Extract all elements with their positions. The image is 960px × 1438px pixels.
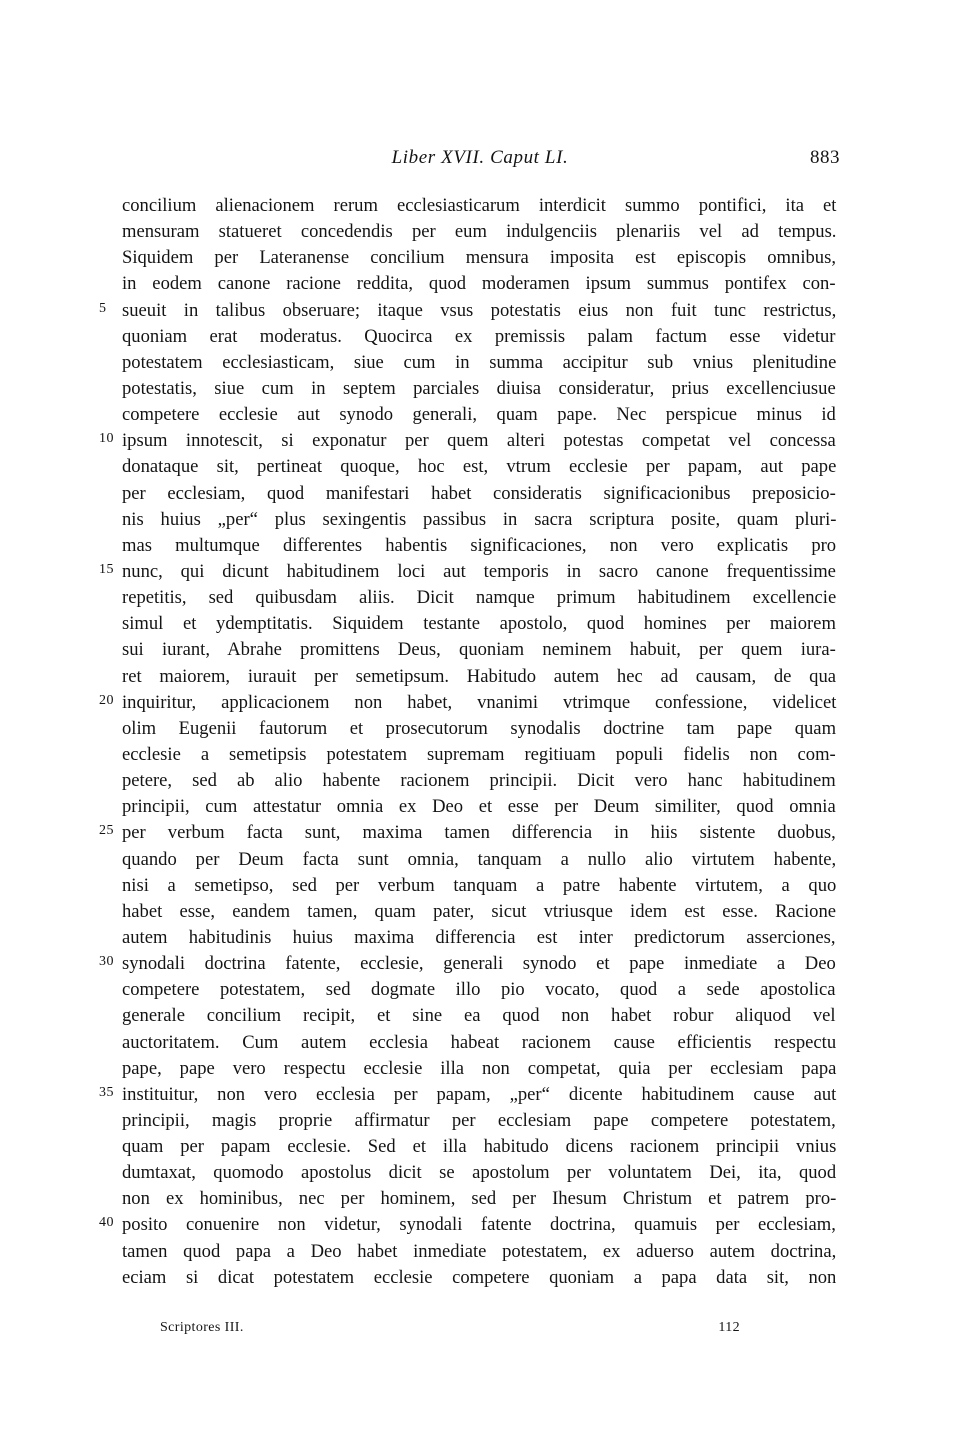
text-line — [0, 1160, 960, 1186]
line-text: instituitur, non vero ecclesia per papam, „per“ dicente habitudinem cause aut — [122, 1083, 837, 1105]
page-footer — [160, 1320, 740, 1340]
line-number: 15 — [99, 561, 114, 577]
line-text: non ex hominibus, nec per hominem, sed per Ihesum Christum et patrem pro- — [122, 1188, 837, 1210]
line-text: potestatem ecclesiasticam, siue cum in summa accipitur sub vnius plenitudine — [122, 351, 837, 373]
text-line — [0, 271, 960, 297]
line-text: competere potestatem, sed dogmate illo pio vocato, quod a sede apostolica — [122, 979, 836, 1001]
line-number: 35 — [99, 1084, 114, 1100]
text-line — [0, 1082, 960, 1108]
line-text: mensuram statueret concedendis per eum indulgenciis plenariis vel ad tempus. — [122, 221, 837, 243]
line-text: synodali doctrina fatente, ecclesie, generali synodo et pape inmediate a Deo — [122, 953, 836, 975]
line-text: competere ecclesie aut synodo generali, quam pape. Nec perspicue minus id — [122, 404, 836, 426]
text-line — [0, 794, 960, 820]
text-line — [0, 664, 960, 690]
text-line — [0, 637, 960, 663]
text-line — [0, 716, 960, 742]
line-text: per verbum facta sunt, maxima tamen differencia in hiis sistente duobus, — [122, 822, 836, 844]
text-line — [0, 324, 960, 350]
line-text: eciam si dicat potestatem ecclesie competere quoniam a papa data sit, non — [122, 1266, 837, 1288]
text-line — [0, 899, 960, 925]
line-text: sueuit in talibus obseruare; itaque vsus potestatis eius non fuit tunc restrictus, — [122, 299, 837, 321]
text-line — [0, 951, 960, 977]
line-text: nunc, qui dicunt habitudinem loci aut temporis in sacro canone frequentissime — [122, 560, 836, 582]
text-line — [0, 690, 960, 716]
text-line — [0, 533, 960, 559]
line-number: 5 — [99, 300, 107, 316]
line-number: 20 — [99, 692, 114, 708]
line-text: nis huius „per“ plus sexingentis passibus in sacra scriptura posite, quam pluri- — [122, 508, 837, 530]
text-line — [0, 820, 960, 846]
text-line — [0, 559, 960, 585]
line-text: auctoritatem. Cum autem ecclesia habeat racionem cause efficientis respectu — [122, 1031, 837, 1053]
line-text: quando per Deum facta sunt omnia, tanquam a nullo alio virtutem habente, — [122, 848, 837, 870]
text-line — [0, 611, 960, 637]
text-line — [0, 219, 960, 245]
text-line — [0, 768, 960, 794]
line-number: 10 — [99, 431, 114, 447]
text-line — [0, 742, 960, 768]
line-text: Siquidem per Lateranense concilium mensura imposita est episcopis omnibus, — [122, 247, 836, 269]
line-number: 40 — [99, 1215, 114, 1231]
line-text: posito conuenire non videtur, synodali fatente doctrina, quamuis per ecclesiam, — [122, 1214, 836, 1236]
text-line — [0, 1134, 960, 1160]
body-text — [0, 193, 960, 1291]
text-line — [0, 1056, 960, 1082]
running-header — [120, 147, 840, 173]
text-line — [0, 1108, 960, 1134]
text-line — [0, 873, 960, 899]
text-line — [0, 1239, 960, 1265]
text-line — [0, 585, 960, 611]
text-line — [0, 1030, 960, 1056]
line-text: sui iurant, Abrahe promittens Deus, quoniam neminem habuit, per quem iura- — [122, 639, 836, 661]
line-text: in eodem canone racione reddita, quod moderamen ipsum summus pontifex con- — [122, 273, 836, 295]
line-text: olim Eugenii fautorum et prosecutorum synodalis doctrine tam pape quam — [122, 717, 837, 739]
text-line — [0, 847, 960, 873]
line-text: donataque sit, pertineat quoque, hoc est, vtrum ecclesie per papam, aut pape — [122, 456, 837, 478]
text-line — [0, 376, 960, 402]
line-text: autem habitudinis huius maxima differencia est inter predictorum asserciones, — [122, 926, 836, 948]
text-line — [0, 481, 960, 507]
line-text: ecclesie a semetipsis potestatem supremam regitiuam populi fidelis non com- — [122, 743, 836, 765]
text-line — [0, 977, 960, 1003]
signature-mark: Scriptores III. — [160, 1320, 244, 1335]
text-line — [0, 1212, 960, 1238]
line-text: pape, pape vero respectu ecclesie illa non competat, quia per ecclesiam papa — [122, 1057, 837, 1079]
line-text: habet esse, eandem tamen, quam pater, sicut vtriusque idem est esse. Racione — [122, 900, 836, 922]
text-line — [0, 245, 960, 271]
text-line — [0, 428, 960, 454]
text-line — [0, 350, 960, 376]
line-text: concilium alienacionem rerum ecclesiasticarum interdicit summo pontifici, ita et — [122, 195, 837, 216]
page-number: 883 — [810, 147, 840, 168]
line-text: tamen quod papa a Deo habet inmediate potestatem, ex aduerso autem doctrina, — [122, 1240, 837, 1262]
line-number: 30 — [99, 954, 114, 970]
text-line — [0, 193, 960, 219]
line-text: principii, cum attestatur omnia ex Deo et esse per Deum similiter, quod omnia — [122, 796, 836, 818]
sheet-number: 112 — [718, 1320, 740, 1335]
line-text: per ecclesiam, quod manifestari habet consideratis significacionibus preposicio- — [122, 482, 836, 504]
line-text: ret maiorem, iurauit per semetipsum. Habitudo autem hec ad causam, de qua — [122, 665, 837, 687]
line-text: petere, sed ab alio habente racionem principii. Dicit vero hanc habitudinem — [122, 770, 836, 792]
line-number: 25 — [99, 823, 114, 839]
text-line — [0, 1003, 960, 1029]
text-line — [0, 1186, 960, 1212]
line-text: inquiritur, applicacionem non habet, vnanimi vtrimque confessione, videlicet — [122, 691, 837, 713]
line-text: quam per papam ecclesie. Sed et illa habitudo dicens racionem principii vnius — [122, 1136, 837, 1158]
line-text: repetitis, sed quibusdam aliis. Dicit namque primum habitudinem excellencie — [122, 587, 837, 609]
line-text: principii, magis proprie affirmatur per ecclesiam pape competere potestatem, — [122, 1109, 836, 1131]
line-text: mas multumque differentes habentis significaciones, non vero explicatis pro — [122, 534, 837, 556]
line-text: generale concilium recipit, et sine ea quod non habet robur aliquod vel — [122, 1005, 836, 1027]
text-line — [0, 1265, 960, 1291]
line-text: potestatis, siue cum in septem parciales diuisa consideratur, prius excellenciusue — [122, 377, 836, 399]
text-line — [0, 454, 960, 480]
line-text: simul et ydemptitatis. Siquidem testante apostolo, quod homines per maiorem — [122, 613, 836, 635]
text-line — [0, 298, 960, 324]
line-text: quoniam erat moderatus. Quocirca ex premissis palam factum esse videtur — [122, 325, 836, 347]
running-title: Liber XVII. Caput LI. — [391, 147, 569, 168]
text-line — [0, 507, 960, 533]
line-text: ipsum innotescit, si exponatur per quem alteri potestas competat vel concessa — [122, 430, 836, 452]
line-text: nisi a semetipso, sed per verbum tanquam a patre habente virtutem, a quo — [122, 874, 837, 896]
line-text: dumtaxat, quomodo apostolus dicit se apostolum per voluntatem Dei, ita, quod — [122, 1162, 837, 1184]
text-line — [0, 402, 960, 428]
text-line — [0, 925, 960, 951]
